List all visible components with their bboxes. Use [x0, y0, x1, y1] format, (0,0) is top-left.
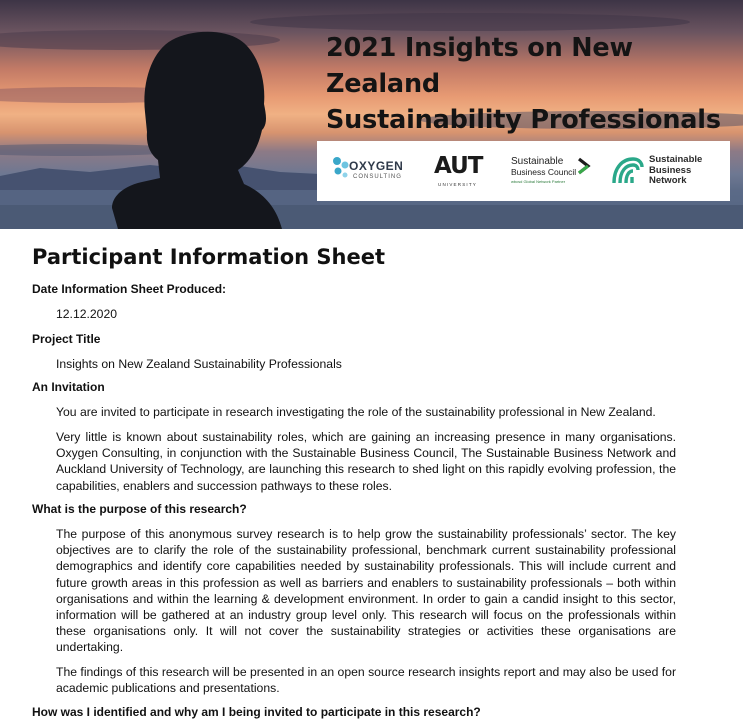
page-title: Participant Information Sheet: [32, 245, 386, 269]
sbn-logo-line2: Business: [649, 164, 692, 176]
sbn-logo-text: [649, 155, 702, 187]
sustainable-business-council-logo: [509, 141, 593, 201]
purpose-paragraph-2: The findings of this research will be presented in an open source research insights report and may also be used for academic publications and presentations.: [56, 665, 676, 696]
sbn-logo-line1: Sustainable: [649, 154, 703, 165]
banner-title: [326, 30, 736, 138]
invitation-paragraph-2: Very little is known about sustainability roles, which are gaining an increasing presence in many organisations. Oxygen Consulting, in conjunction with the Sustainable Business Council, The Sustainable Business Network and Auckland University of Technology, are launching this research to shed light on this rapidly evolving profession, the capabilities, enablers and succession pathways to these roles.: [56, 430, 676, 493]
project-title-heading: Project Title: [32, 332, 101, 346]
invitation-heading: An Invitation: [32, 380, 105, 394]
date-value: 12.12.2020: [56, 307, 117, 321]
sbn-logo-line3: Network: [649, 175, 687, 186]
purpose-paragraph-1: The purpose of this anonymous survey research is to help grow the sustainability professionals’ sector. The key objectives are to clarify the role of the sustainability professional, benchmark current sustainability professional demographics and identify core capabilities needed by sustainability professionals. This will include current and future growth areas in this profession as well as barriers and enablers to sustainability professionals – both within organisations and within the learning & development environment. In order to gain a candid insight to this sector, information will be gathered at an industry group level only. This research will focus on the professionals within these organisations only. It will not cover the sustainability strategies or activities these organisations are undertaking.: [56, 527, 676, 655]
chevron-right-icon: [577, 157, 591, 175]
aut-logo: [430, 141, 490, 201]
partner-logos: [317, 141, 730, 201]
header-banner: [0, 0, 743, 229]
date-heading: Date Information Sheet Produced:: [32, 282, 227, 296]
identified-heading: How was I identified and why am I being invited to participate in this research?: [32, 705, 481, 719]
aut-logo-sub: UNIVERSITY: [438, 182, 478, 187]
aut-logo-name: AUT: [434, 153, 483, 179]
sbc-logo-line2: Business Council: [511, 167, 577, 177]
project-title-value: Insights on New Zealand Sustainability Professionals: [56, 357, 342, 371]
oxygen-consulting-logo: [331, 141, 411, 201]
sustainable-business-network-logo: [609, 141, 721, 201]
invitation-paragraph-1: You are invited to participate in research investigating the role of the sustainability professional in New Zealand.: [56, 405, 656, 419]
sbc-logo-line3: wbcsd Global Network Partner: [511, 179, 566, 184]
oxygen-logo-name: OXYGEN: [349, 159, 404, 173]
oxygen-logo-sub: CONSULTING: [353, 174, 402, 180]
molecule-icon: [331, 155, 351, 179]
banner-title-line1: 2021 Insights on New Zealand: [326, 33, 633, 99]
waves-icon: [611, 155, 645, 187]
banner-title-line2: Sustainability Professionals: [326, 105, 721, 135]
sbc-logo-line1: Sustainable: [511, 156, 564, 167]
purpose-heading: What is the purpose of this research?: [32, 502, 247, 516]
